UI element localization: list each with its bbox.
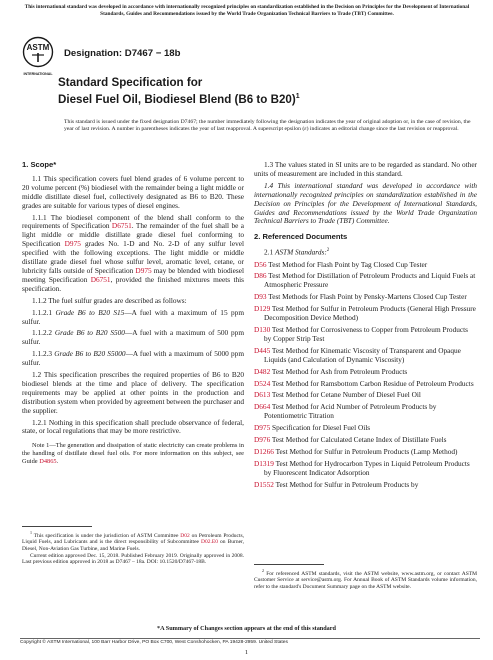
link-d975[interactable]: D975	[64, 239, 81, 249]
reference-item	[254, 305, 477, 323]
reference-title: Specification for Diesel Fuel Oils	[270, 423, 371, 433]
reference-code-link[interactable]: D613	[254, 390, 271, 400]
footnote-1-edition: Current edition approved Dec. 15, 2018. Published February 2019. Originally approved in 2008. Last previous edition approved in 2018 as D7467 – 18a. DOI: 10.1520/D7467-18B.	[22, 552, 244, 566]
link-d4865[interactable]: D4865	[39, 457, 57, 465]
footnote-1: $^1$ This specification is under the jurisdiction of ASTM Committee D02 on Petroleum Products, Liquid Fuels, and Lubricants and is the direct responsibility of Subcommittee D02.E0 on Burner, Diesel, Non-Aviation Gas Turbine, and Marine Fuels. Current edition approved Dec. 15, 2018. Published February 2019. Originally approved in 2008. Last previous edition approved in 2018 as D7467 – 18a. DOI: 10.1520/D7467-18B.	[22, 530, 244, 566]
title-line-1: Standard Specification for	[58, 76, 203, 89]
reference-code-link[interactable]: D975	[254, 423, 271, 433]
summary-of-changes-note: *A Summary of Changes section appears at the end of this standard	[157, 625, 336, 632]
reference-item	[254, 424, 477, 433]
reference-title: Test Method for Corrosiveness to Copper from Petroleum Products by Copper Strip Test	[264, 325, 468, 343]
referenced-documents-heading: 2. Referenced Documents	[254, 232, 348, 242]
reference-code-link[interactable]: D664	[254, 402, 271, 412]
reference-code-link[interactable]: D1552	[254, 479, 274, 489]
left-column	[22, 161, 244, 468]
reference-code-link[interactable]: D129	[254, 304, 271, 314]
reference-title: Test Method for Sulfur in Petroleum Products (Lamp Method)	[273, 446, 458, 456]
designation: Designation: D7467 − 18b	[64, 48, 181, 59]
reference-title: Test Method for Kinematic Viscosity of Transparent and Opaque Liquids (and Calculation of Dynamic Viscosity)	[264, 345, 461, 364]
reference-item	[254, 448, 477, 457]
para-1-1-2: 1.1.2 The fuel sulfur grades are described as follows:	[32, 295, 187, 305]
link-d02[interactable]: D02	[180, 532, 190, 539]
footnote-rule-left	[22, 526, 92, 527]
document-title	[58, 76, 478, 107]
para-1-1-2-1: 1.1.2.1 Grade B6 to B20 S15—A fuel with a maximum of 15 ppm sulfur.	[22, 307, 244, 326]
note-1: Note 1—The generation and dissipation of static electricity can create problems in the handling of distillate diesel fuel oils. For more information on this subject, see Guide D4865.	[22, 442, 244, 465]
reference-title: Test Method for Distillation of Petroleum Products and Liquid Fuels at Atmospheric Pressure	[264, 271, 476, 290]
tbt-notice: This international standard was developed in accordance with internationally recognized principles on standardization established in the Decision on Principles for the Development of International Standards, Guides and Recommendations issued by the World Trade Organization Technical Barriers to Trade (TBT) Committee.	[24, 4, 470, 17]
link-d6751[interactable]: D6751	[90, 274, 111, 284]
para-1-1-1: 1.1.1 The biodiesel component of the blend shall conform to the requirements of Specification D6751. The remainder of the fuel shall be a light middle or middle distillate grade diesel fuel conforming to Specification D975 grades No. 1-D and No. 2-D of any sulfur level specified with the following exceptions. The light middle or middle distillate grade diesel fuel whose sulfur level, aromatic level, cetane, or lubricity falls outside of Specification D975 may be blended with biodiesel meeting Specification D6751, provided the finished mixtures meets this specification.	[22, 212, 244, 293]
para-1-2: 1.2 This specification prescribes the required properties of B6 to B20 biodiesel blends at the time and place of delivery. The specification requirements may be applied at other points in the production and distribution system when provided by agreement between the purchaser and the supplier.	[22, 370, 244, 415]
astm-logo	[22, 36, 54, 80]
para-1-2-1: 1.2.1 Nothing in this specification shall preclude observance of federal, state, or local regulations that may be more restrictive.	[22, 417, 244, 436]
link-d975[interactable]: D975	[135, 265, 152, 275]
reference-code-link[interactable]: D86	[254, 271, 267, 281]
reference-code-link[interactable]: D1266	[254, 446, 274, 456]
reference-item	[254, 368, 477, 377]
para-2-1: 2.1 ASTM Standards:$^2$	[264, 247, 330, 257]
reference-code-link[interactable]: D1319	[254, 458, 274, 468]
reference-list	[254, 261, 477, 490]
reference-title: Test Method for Sulfur in Petroleum Products by	[273, 479, 419, 489]
para-1-1-2-3: 1.1.2.3 Grade B6 to B20 S5000—A fuel with a maximum of 5000 ppm sulfur.	[22, 349, 244, 368]
reference-title: Test Method for Ramsbottom Carbon Residue of Petroleum Products	[270, 378, 474, 388]
reference-code-link[interactable]: D56	[254, 259, 267, 269]
reference-item	[254, 380, 477, 389]
scope-heading: 1. Scope*	[22, 160, 57, 169]
reference-code-link[interactable]: D524	[254, 378, 271, 388]
reference-title: Test Method for Ash from Petroleum Products	[270, 366, 408, 376]
title-line-2: Diesel Fuel Oil, Biodiesel Blend (B6 to B20)$^1$	[58, 92, 300, 106]
reference-code-link[interactable]: D445	[254, 345, 271, 355]
reference-code-link[interactable]: D130	[254, 325, 271, 335]
reference-item	[254, 481, 477, 490]
svg-text:INTERNATIONAL: INTERNATIONAL	[23, 72, 53, 76]
reference-item	[254, 272, 477, 290]
reference-title: Test Method for Calculated Cetane Index of Distillate Fuels	[270, 435, 447, 445]
page-number: 1	[244, 649, 249, 656]
footnote-rule-right	[254, 564, 324, 565]
reference-title: Test Method for Acid Number of Petroleum Products by Potentiometric Titration	[264, 402, 437, 421]
link-d02-e0[interactable]: D02.E0	[201, 539, 218, 546]
reference-title: Test Methods for Flash Point by Pensky-Martens Closed Cup Tester	[266, 292, 467, 302]
reference-code-link[interactable]: D976	[254, 435, 271, 445]
para-1-1: 1.1 This specification covers fuel blend grades of 6 volume percent to 20 volume percent (%) biodiesel with the remainder being a light middle or middle distillate diesel fuel, collectively designated as B6 to B20. These grades are suitable for various types of diesel engines.	[22, 173, 244, 210]
reference-item	[254, 326, 477, 344]
right-column	[254, 161, 477, 493]
reference-code-link[interactable]: D482	[254, 366, 271, 376]
reference-title: Test Method for Flash Point by Tag Closed Cup Tester	[266, 259, 428, 269]
reference-item	[254, 403, 477, 421]
para-1-3: 1.3 The values stated in SI units are to be regarded as standard. No other units of measurement are included in this standard.	[254, 160, 477, 178]
reference-item	[254, 261, 477, 270]
designation-note: This standard is issued under the fixed designation D7467; the number immediately following the designation indicates the year of original adoption or, in the case of revision, the year of last revision. A number in parentheses indicates the year of last reapproval. A superscript epsilon (ε) indicates an editorial change since the last revision or reapproval.	[64, 119, 471, 132]
copyright-line: Copyright © ASTM International, 100 Barr Harbor Drive, PO Box C700, West Conshohocken, PA 19428-2959. United States	[20, 638, 480, 645]
reference-item	[254, 460, 477, 478]
reference-title: Test Method for Sulfur in Petroleum Products (General High Pressure Decomposition Device Method)	[264, 304, 476, 323]
reference-title: Test Method for Cetane Number of Diesel Fuel Oil	[270, 390, 421, 400]
para-1-1-2-2: 1.1.2.2 Grade B6 to B20 S500—A fuel with a maximum of 500 ppm sulfur.	[22, 328, 245, 347]
reference-code-link[interactable]: D93	[254, 292, 267, 302]
svg-text:ASTM: ASTM	[26, 43, 50, 52]
reference-item	[254, 391, 477, 400]
footnote-2: $^2$ For referenced ASTM standards, visit the ASTM website, www.astm.org, or contact ASTM Customer Service at service@astm.org. For Annual Book of ASTM Standards volume information, refer to the standard's Document Summary page on the ASTM website.	[254, 568, 477, 591]
link-d6751[interactable]: D6751	[111, 221, 132, 231]
reference-item	[254, 347, 477, 365]
reference-title: Test Method for Hydrocarbon Types in Liquid Petroleum Products by Fluorescent Indicator Adsorption	[264, 458, 470, 477]
para-1-4: 1.4 This international standard was developed in accordance with internationally recognized principles on standardization established in the Decision on Principles for the Development of International Standards, Guides and Recommendations issued by the World Trade Organization Technical Barriers to Trade (TBT) Committee.	[254, 180, 477, 226]
reference-item	[254, 293, 477, 302]
reference-item	[254, 436, 477, 445]
